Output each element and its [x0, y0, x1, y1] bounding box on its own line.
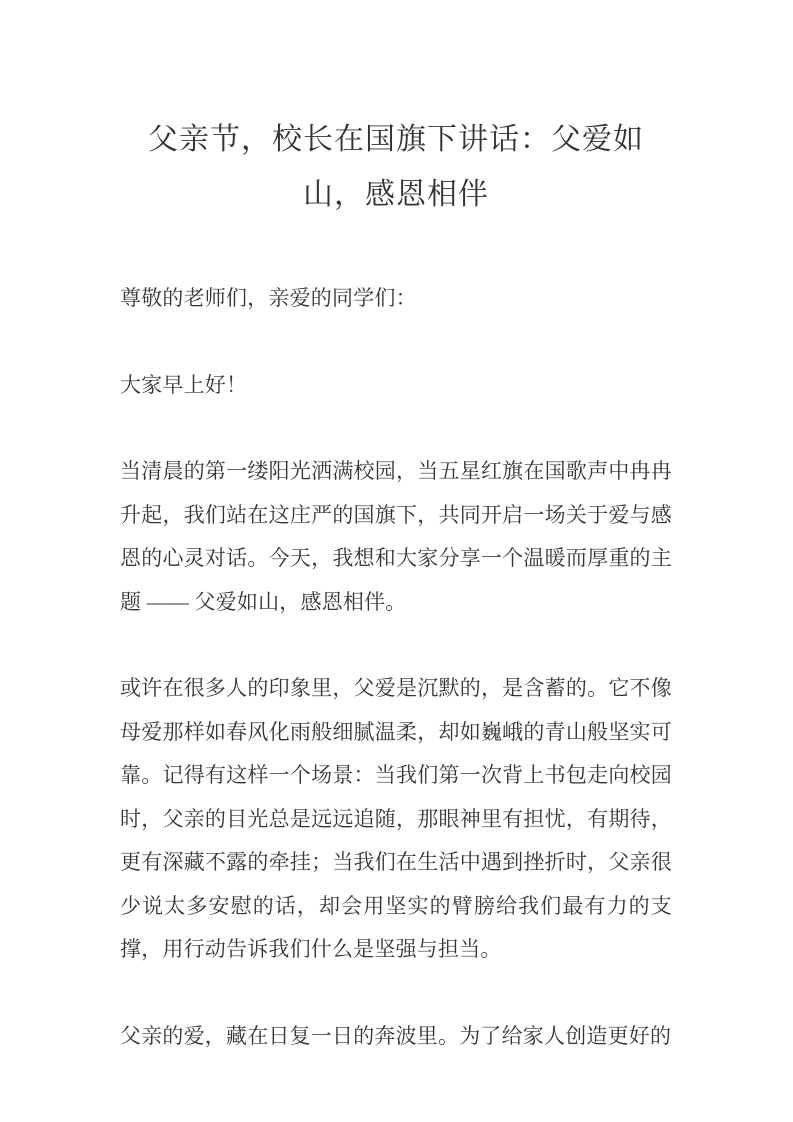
- paragraph-salutation: 尊敬的老师们，亲爱的同学们：: [120, 286, 417, 310]
- paragraph-closing-partial: 父亲的爱，藏在日复一日的奔波里。为了给家人创造更好的: [120, 1023, 672, 1048]
- paragraph-intro: 当清晨的第一缕阳光洒满校园，当五星红旗在国歌声中冉冉升起，我们站在这庄严的国旗下，共同开启一场关于爱与感恩的心灵对话。今天，我想和大家分享一个温暖而厚重的主题 —— 父爱如山，感恩相伴。: [120, 459, 672, 614]
- paragraph-greeting: 大家早上好！: [120, 372, 248, 397]
- paragraph-body: 或许在很多人的印象里，父爱是沉默的，是含蓄的。它不像母爱那样如春风化雨般细腻温柔，却如巍峨的青山般坚实可靠。记得有这样一个场景：当我们第一次背上书包走向校园时，父亲的目光总是远远追随，那眼神里有担忧，有期待，更有深藏不露的牵挂；当我们在生活中遇到挫折时，父亲很少说太多安慰的话，却会用坚实的臂膀给我们最有力的支撑，用行动告诉我们什么是坚强与担当。: [120, 676, 672, 961]
- document-content: [0, 112, 793, 1058]
- document-title: 父亲节，校长在国旗下讲话：父爱如山，感恩相伴: [148, 123, 644, 211]
